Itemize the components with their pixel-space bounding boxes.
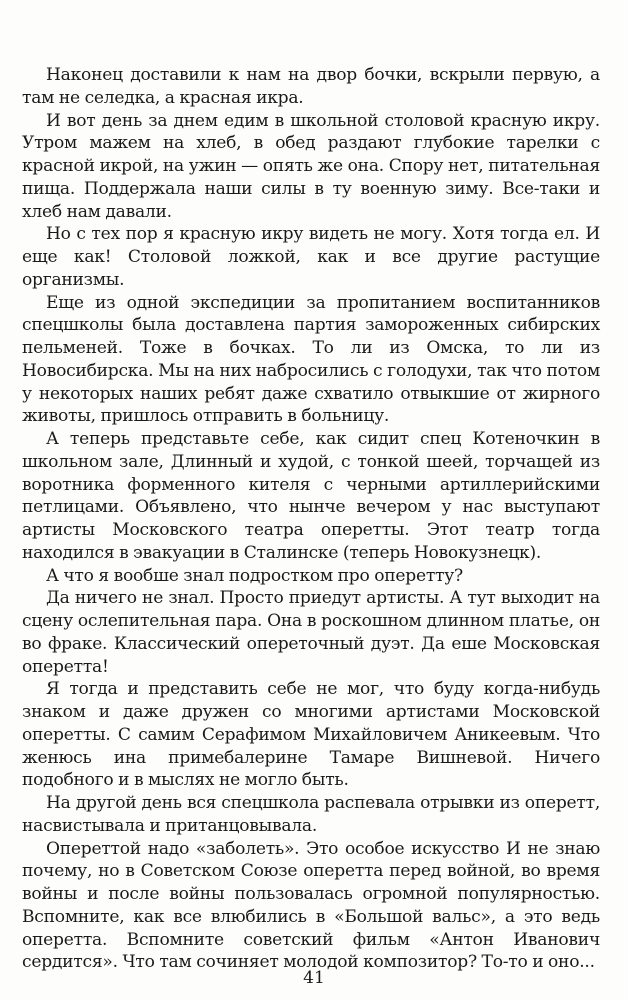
paragraph-2: И вот день за днем едим в школьной столовой красную икру. Утром мажем на хлеб, в обед раздают глубокие тарелки с красной икрой, на ужин — опять же она. Спору нет, питательная пища. Поддержала наши силы в ту военную зиму. Все-таки и хлеб нам давали. [22,110,600,222]
paragraph-7: Да ничего не знал. Просто приедут артисты. А тут выходит на сцену ослепительная пара. Она в роскошном длинном платье, он во фраке. Классический опереточный дуэт. Да еше Московская оперетта! [22,588,600,677]
paragraph-8: Я тогда и представить себе не мог, что буду когда-нибудь знаком и даже дружен со многими артистами Московской оперетты. С самим Серафимом Михайловичем Аникеевым. Что женюсь ина примебалерине Тамаре Вишневой. Ничего подобного и в мыслях не могло быть. [22,679,600,791]
paragraph-1: Наконец доставили к нам на двор бочки, вскрыли первую, а там не селедка, а красная икра. [22,65,600,108]
body-text [22,64,600,974]
paragraph-5: А теперь представьте себе, как сидит спец Котеночкин в школьном зале, Длинный и худой, с тонкой шеей, торчащей из воротника форменного кителя с черными артиллерийскими петлицами. Объявлено, что нынче вечером у нас выступают артисты Московского театра оперетты. Этот театр тогда находился в эвакуации в Сталинске (теперь Новокузнецк). [22,429,600,563]
paragraph-3: Но с тех пор я красную икру видеть не могу. Хотя тогда ел. И еще как! Столовой ложкой, как и все другие растущие организмы. [22,224,600,290]
page-number: 41 [303,968,325,988]
paragraph-9: На другой день вся спецшкола распевала отрывки из оперетт, насвистывала и пританцовывала. [22,793,600,836]
paragraph-10: Опереттой надо «заболеть». Это особое искусство И не знаю почему, но в Советском Союзе оперетта перед войной, во время войны и после войны пользовалась огромной популярностью. Вспомните, как все влюбились в «Большой вальс», а это ведь оперетта. Вспомните советский фильм «Антон Иванович сердится». Что там сочиняет молодой композитор? То-то и оно... [22,838,600,973]
paragraph-6: А что я вообше знал подростком про оперетту? [46,565,463,586]
paragraph-4: Еще из одной экспедиции за пропитанием воспитанников спецшколы была доставлена партия замороженных сибирских пельменей. Тоже в бочках. То ли из Омска, то ли из Новосибирска. Мы на них набросились с голодухи, так что потом у некоторых наших ребят даже схватило отвыкшие от жирного животы, пришлось отправить в больницу. [22,292,600,427]
